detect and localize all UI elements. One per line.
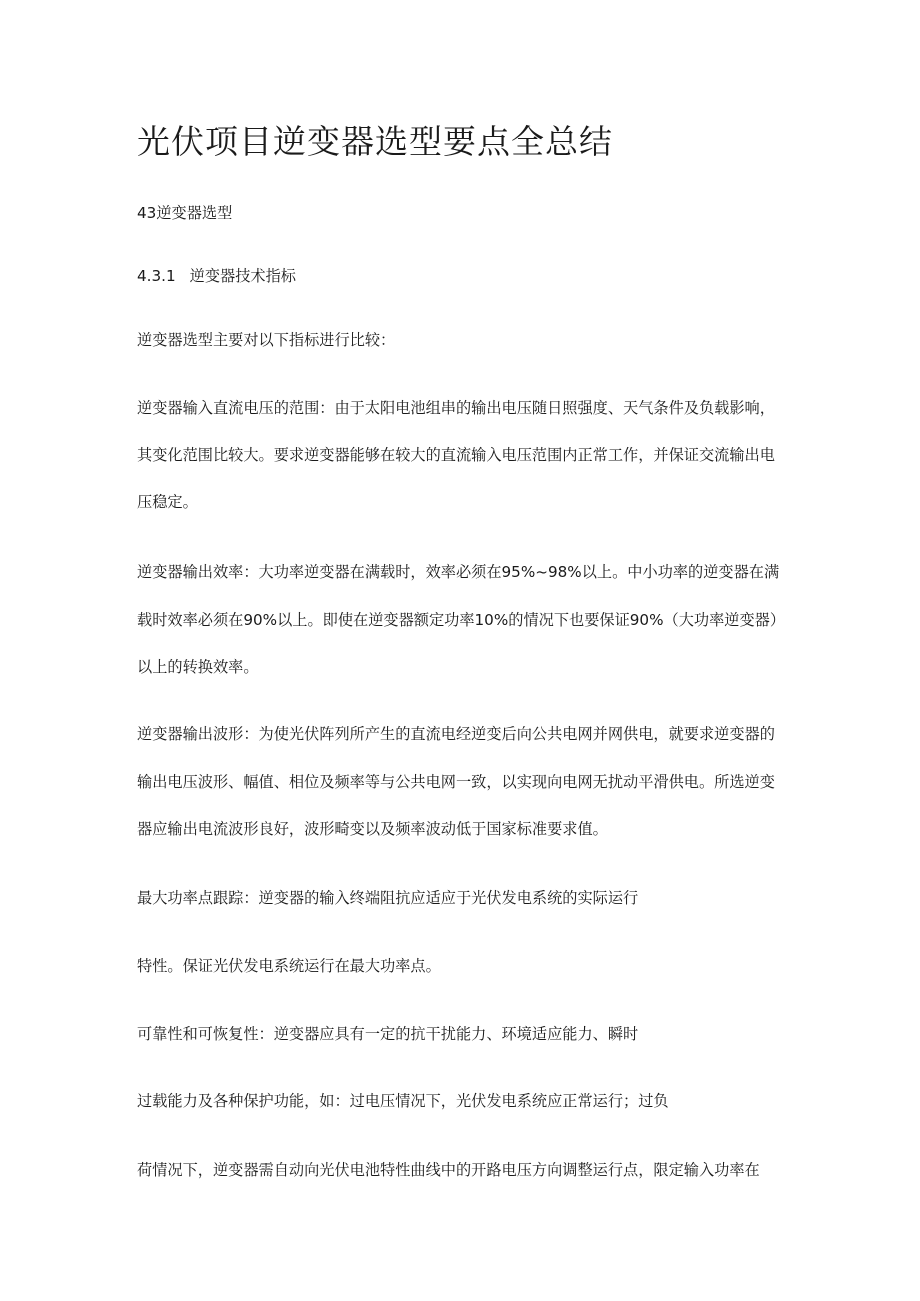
- paragraph-1-line-1: 逆变器输入直流电压的范围：由于太阳电池组串的输出电压随日照强度、天气条件及负载影响，: [137, 399, 775, 417]
- paragraph-4-line-1: 最大功率点跟踪：逆变器的输入终端阻抗应适应于光伏发电系统的实际运行: [137, 889, 639, 907]
- document-title: 光伏项目逆变器选型要点全总结: [137, 122, 613, 161]
- paragraph-3-line-3: 器应输出电流波形良好，波形畸变以及频率波动低于国家标准要求值。: [137, 820, 608, 838]
- paragraph-2-line-3: 以上的转换效率。: [137, 658, 259, 676]
- paragraph-3-line-1: 逆变器输出波形：为使光伏阵列所产生的直流电经逆变后向公共电网并网供电，就要求逆变器的: [137, 725, 775, 743]
- paragraph-1-line-2: 其变化范围比较大。要求逆变器能够在较大的直流输入电压范围内正常工作，并保证交流输出电: [137, 446, 775, 464]
- subsection-title: 逆变器技术指标: [189, 267, 296, 285]
- paragraph-5-line-3: 荷情况下，逆变器需自动向光伏电池特性曲线中的开路电压方向调整运行点，限定输入功率在: [137, 1161, 760, 1179]
- paragraph-2-line-2: 载时效率必须在90%以上。即使在逆变器额定功率10%的情况下也要保证90%（大功率逆变器）: [137, 611, 786, 629]
- paragraph-3-line-2: 输出电压波形、幅值、相位及频率等与公共电网一致，以实现向电网无扰动平滑供电。所选逆变: [137, 773, 775, 791]
- paragraph-4-line-2: 特性。保证光伏发电系统运行在最大功率点。: [137, 957, 441, 975]
- intro-text: 逆变器选型主要对以下指标进行比较：: [137, 331, 396, 349]
- paragraph-5-line-1: 可靠性和可恢复性：逆变器应具有一定的抗干扰能力、环境适应能力、瞬时: [137, 1025, 639, 1043]
- paragraph-1-line-3: 压稳定。: [137, 493, 198, 511]
- paragraph-2-line-1: 逆变器输出效率：大功率逆变器在满载时，效率必须在95%~98%以上。中小功率的逆变器在满: [137, 563, 780, 581]
- paragraph-5-line-2: 过载能力及各种保护功能，如：过电压情况下，光伏发电系统应正常运行；过负: [137, 1092, 669, 1110]
- subsection-number: 4.3.1: [137, 267, 176, 285]
- subsection-heading: [137, 266, 296, 286]
- section-heading: 43逆变器选型: [137, 204, 233, 222]
